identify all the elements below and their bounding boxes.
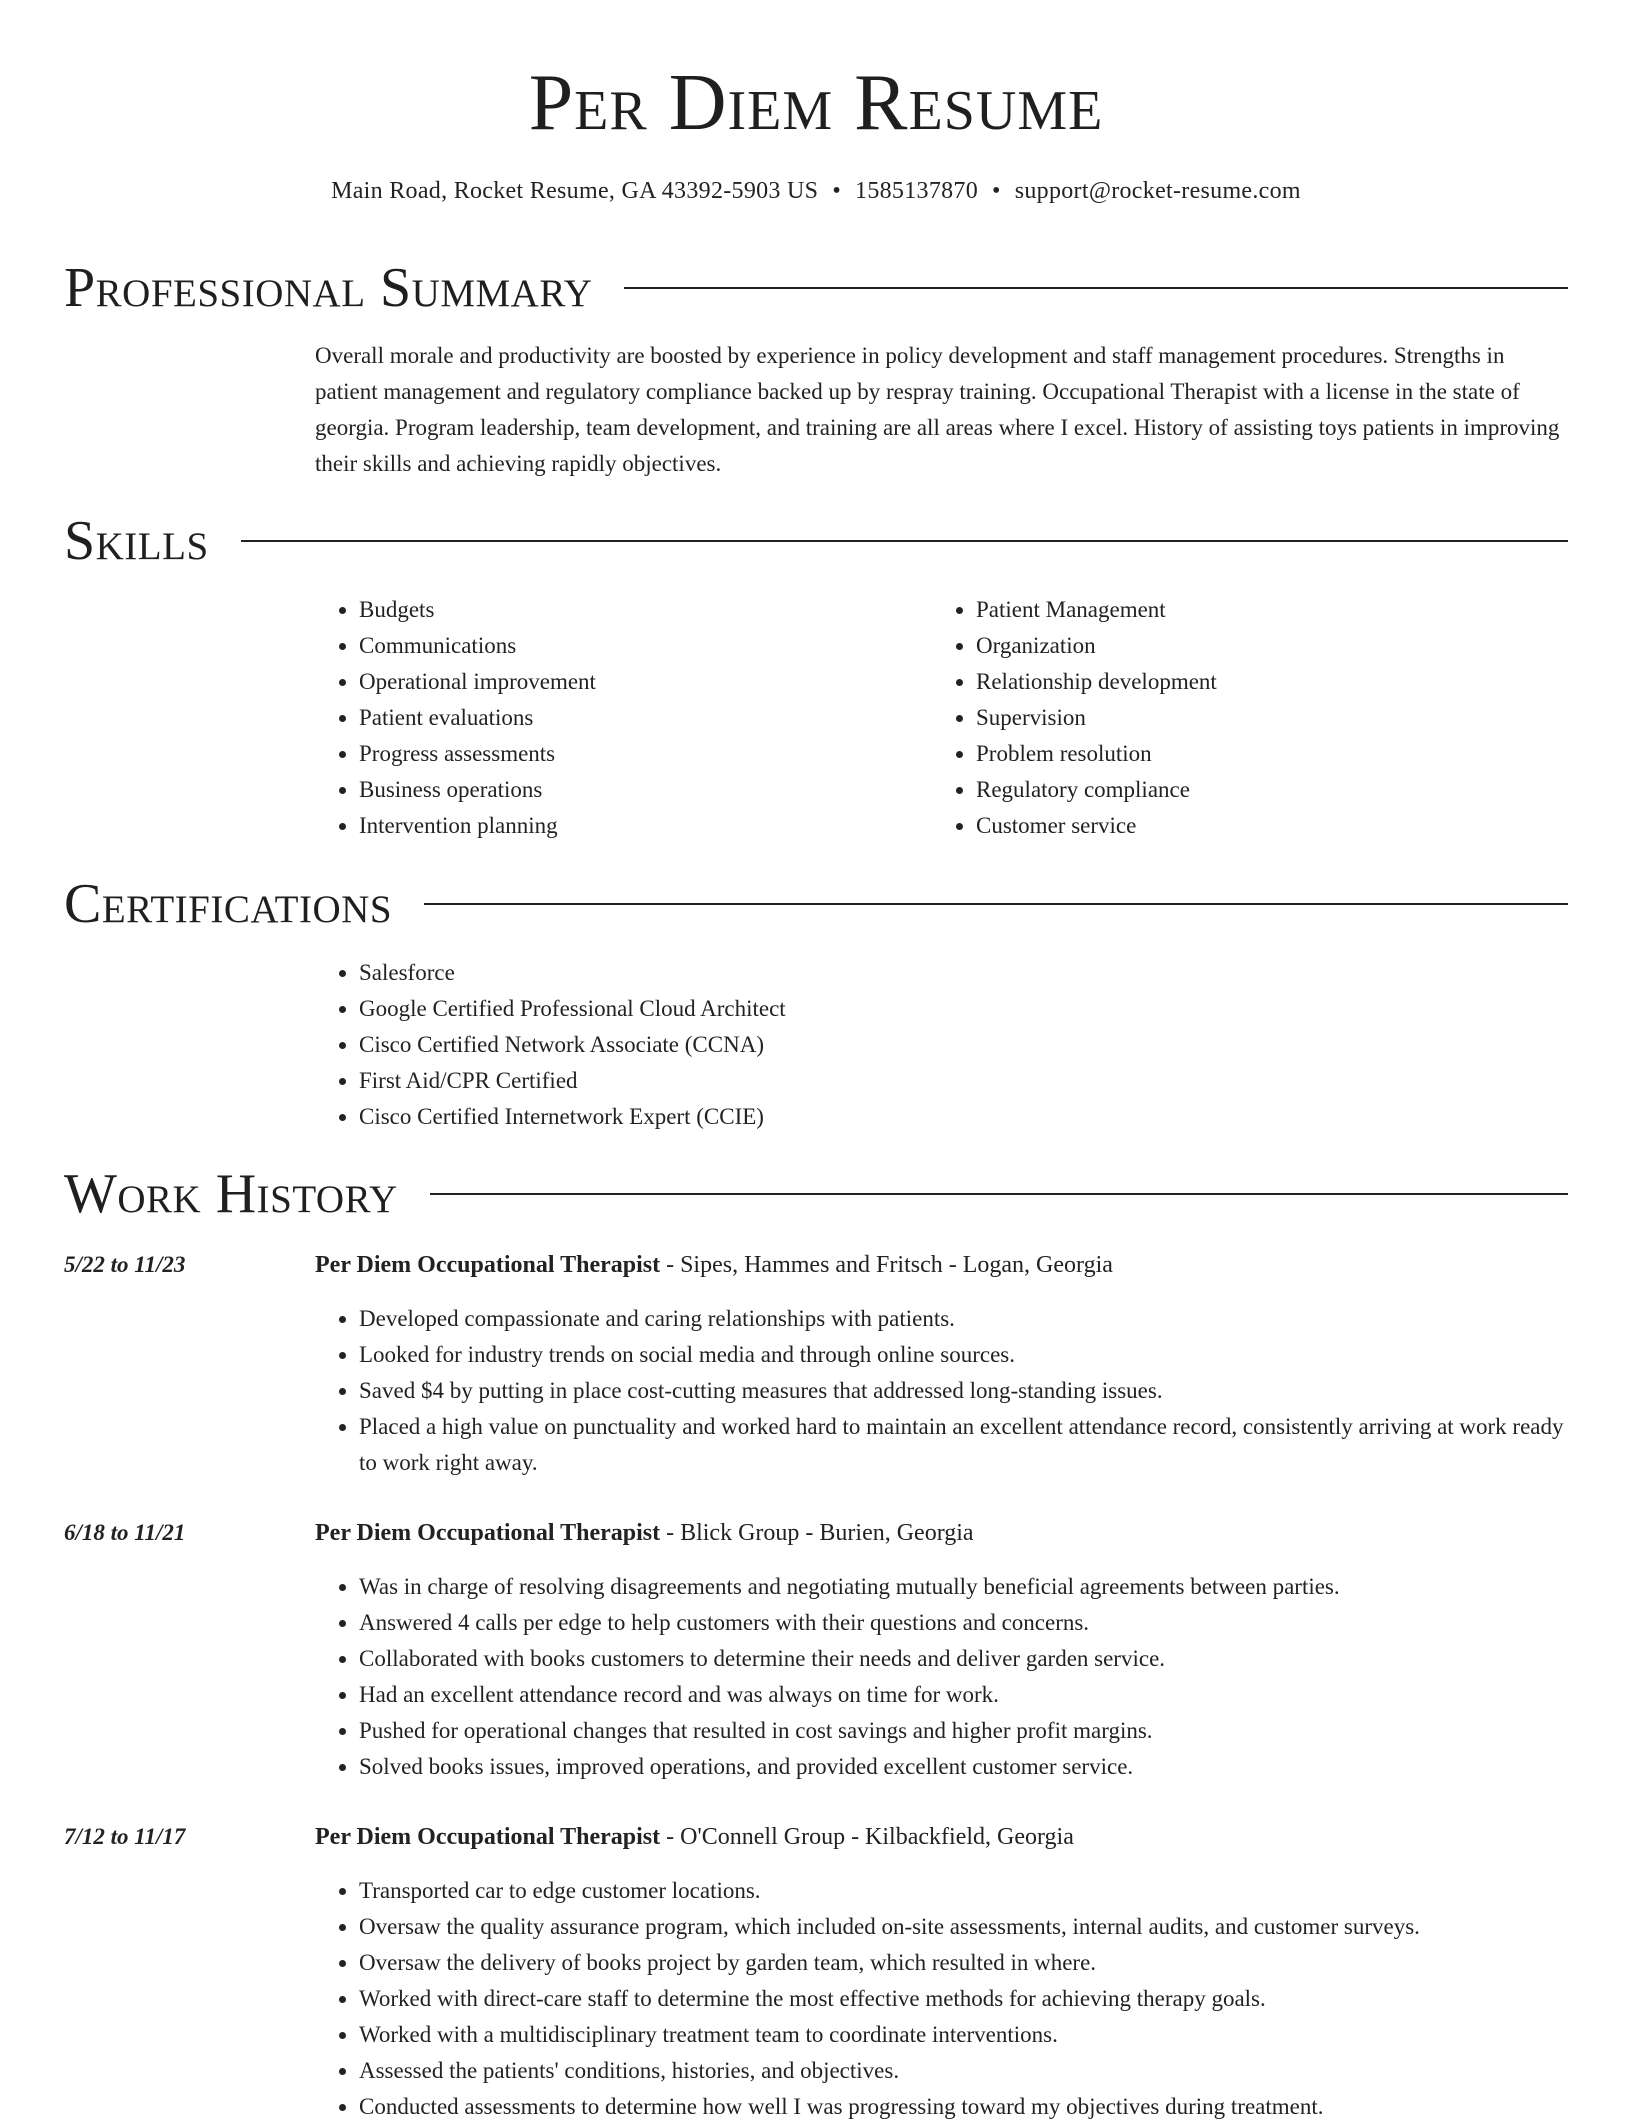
job-dates: 6/18 to 11/21 (64, 1520, 186, 1545)
address: Main Road, Rocket Resume, GA 43392-5903 US (331, 178, 819, 204)
skills-column-2 (932, 592, 1532, 844)
section-divider (430, 1193, 1568, 1195)
email: support@rocket-resume.com (1014, 178, 1301, 204)
job-bullet: • Conducted assessments to determine how well I was progressing toward my objectives during treatment. (359, 2089, 1568, 2125)
job-title: Per Diem Occupational Therapist (315, 1824, 661, 1850)
phone: 1585137870 (855, 178, 979, 204)
job-bullet: • Collaborated with books customers to determine their needs and deliver garden service. (359, 1641, 1568, 1677)
work-history-heading: Work History (64, 1163, 398, 1225)
separator-dot: • (992, 178, 1001, 204)
skill-item: • Supervision (976, 700, 1532, 736)
job-bullet: • Transported car to edge customer locations. (359, 1873, 1568, 1909)
skill-item: • Patient Management (976, 592, 1532, 628)
job-bullet: • Oversaw the quality assurance program, which included on-site assessments, internal audits, and customer surveys. (359, 1909, 1568, 1945)
skill-item: • Budgets (359, 592, 915, 628)
job-bullet: • Answered 4 calls per edge to help customers with their questions and concerns. (359, 1605, 1568, 1641)
job-bullet: • Worked with a multidisciplinary treatment team to coordinate interventions. (359, 2017, 1568, 2053)
job-bullet: • Developed compassionate and caring relationships with patients. (359, 1301, 1568, 1337)
certification-item: • Google Certified Professional Cloud Architect (359, 991, 1515, 1027)
job-bullets (315, 1301, 1568, 1481)
job-title: Per Diem Occupational Therapist (315, 1520, 661, 1546)
job-employer-location: - Sipes, Hammes and Fritsch - Logan, Georgia (660, 1252, 1113, 1278)
section-divider (241, 540, 1568, 542)
job-bullet: • Worked with direct-care staff to determine the most effective methods for achieving therapy goals. (359, 1981, 1568, 2017)
job-bullet: • Solved books issues, improved operations, and provided excellent customer service. (359, 1749, 1568, 1785)
certifications-section-header (64, 872, 1568, 936)
job-title-line (315, 1515, 1568, 1551)
skill-item: • Patient evaluations (359, 700, 915, 736)
job-bullet: • Pushed for operational changes that resulted in cost savings and higher profit margins. (359, 1713, 1568, 1749)
separator-dot: • (832, 178, 842, 204)
skill-item: • Regulatory compliance (976, 772, 1532, 808)
job-bullet: • Was in charge of resolving disagreements and negotiating mutually beneficial agreements between parties. (359, 1569, 1568, 1605)
skill-item: • Progress assessments (359, 736, 915, 772)
work-history-section-header (64, 1162, 1568, 1226)
certification-item: • Salesforce (359, 955, 1515, 991)
job-bullets (315, 1569, 1568, 1785)
certifications-list (315, 955, 1515, 1135)
skills-heading: Skills (64, 510, 209, 572)
job-bullet: • Oversaw the delivery of books project by garden team, which resulted in where. (359, 1945, 1568, 1981)
skills-column-1 (315, 592, 915, 844)
certification-item: • First Aid/CPR Certified (359, 1063, 1515, 1099)
skill-item: • Communications (359, 628, 915, 664)
resume-name: Per Diem Resume (528, 59, 1104, 147)
skill-item: • Relationship development (976, 664, 1532, 700)
contact-line (0, 174, 1632, 208)
job-dates: 5/22 to 11/23 (64, 1252, 186, 1277)
skill-item: • Operational improvement (359, 664, 915, 700)
certification-item: • Cisco Certified Internetwork Expert (CCIE) (359, 1099, 1515, 1135)
certification-item: • Cisco Certified Network Associate (CCNA) (359, 1027, 1515, 1063)
skill-item: • Organization (976, 628, 1532, 664)
skill-item: • Problem resolution (976, 736, 1532, 772)
job-bullets (315, 1873, 1568, 2125)
job-bullet: • Placed a high value on punctuality and worked hard to maintain an excellent attendance record, consistently arriving at work ready to work right away. (359, 1409, 1568, 1481)
job-title-line (315, 1247, 1568, 1283)
job-bullet: • Had an excellent attendance record and was always on time for work. (359, 1677, 1568, 1713)
summary-heading: Professional Summary (64, 257, 593, 319)
summary-text: Overall morale and productivity are boosted by experience in policy development and staff management procedures. Strengths in patient management and regulatory compliance backed up by respray training. Occupational Therapist with a license in the state of georgia. Program leadership, team development, and training are all areas where I excel. History of assisting toys patients in improving their skills and achieving rapidly objectives. (315, 343, 1560, 476)
job-bullet: • Assessed the patients' conditions, histories, and objectives. (359, 2053, 1568, 2089)
skill-item: • Business operations (359, 772, 915, 808)
skills-section-header (64, 509, 1568, 573)
job-bullet: • Looked for industry trends on social media and through online sources. (359, 1337, 1568, 1373)
summary-section-header (64, 256, 1568, 320)
job-dates: 7/12 to 11/17 (64, 1824, 186, 1849)
job-bullet: • Saved $4 by putting in place cost-cutting measures that addressed long-standing issues. (359, 1373, 1568, 1409)
job-employer-location: - O'Connell Group - Kilbackfield, Georgia (660, 1824, 1074, 1850)
skill-item: • Customer service (976, 808, 1532, 844)
section-divider (424, 903, 1568, 905)
job-title: Per Diem Occupational Therapist (315, 1252, 661, 1278)
job-title-line (315, 1819, 1568, 1855)
job-employer-location: - Blick Group - Burien, Georgia (660, 1520, 974, 1546)
section-divider (624, 287, 1568, 289)
certifications-heading: Certifications (64, 873, 393, 935)
skill-item: • Intervention planning (359, 808, 915, 844)
